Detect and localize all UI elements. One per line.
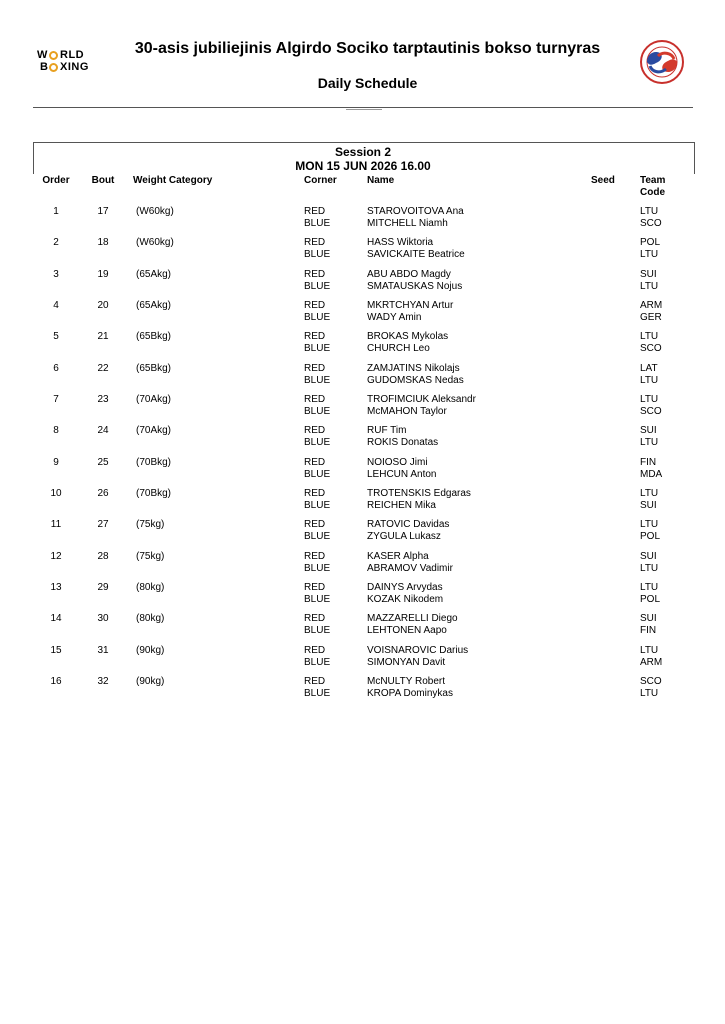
weight-category: (70Akg) — [136, 425, 172, 437]
bout-order: 13 — [50, 581, 62, 593]
header-divider — [33, 107, 693, 108]
team-code-red: SUI — [640, 613, 657, 625]
corner-red: RED — [304, 456, 326, 468]
bout-order: 8 — [53, 425, 59, 437]
boxer-name-blue: REICHEN Mika — [367, 499, 436, 511]
boxer-name-blue: McMAHON Taylor — [367, 405, 447, 417]
corner-blue: BLUE — [304, 218, 331, 229]
team-code-red: LTU — [640, 519, 659, 531]
bout-number: 28 — [97, 550, 109, 562]
bout-number: 31 — [97, 644, 109, 656]
corner-blue: BLUE — [304, 437, 331, 449]
page-subtitle: Daily Schedule — [317, 75, 418, 91]
team-code-red: ARM — [640, 299, 663, 311]
corner-blue: BLUE — [304, 280, 331, 292]
boxer-name-blue: MITCHELL Niamh — [367, 218, 448, 229]
team-code-blue: LTU — [640, 562, 659, 574]
bout-number: 32 — [97, 675, 109, 687]
team-code-red: LTU — [640, 393, 659, 405]
corner-blue: BLUE — [304, 656, 331, 668]
corner-red: RED — [304, 362, 326, 374]
bout-order: 2 — [53, 237, 59, 249]
world-boxing-logo: W RLD B XING — [37, 49, 89, 73]
column-header-team — [640, 175, 665, 199]
boxer-name-red: ZAMJATINS Nikolajs — [367, 362, 460, 374]
team-code-blue: SCO — [640, 405, 662, 417]
boxer-name-red: MKRTCHYAN Artur — [367, 299, 454, 311]
boxer-name-red: NOIOSO Jimi — [367, 456, 428, 468]
weight-category: (65Bkg) — [136, 331, 172, 343]
bout-order: 1 — [53, 206, 59, 217]
corner-blue: BLUE — [304, 249, 331, 261]
team-code-blue: FIN — [640, 625, 657, 637]
boxer-name-blue: WADY Amin — [367, 311, 422, 323]
page-title: 30-asis jubiliejinis Algirdo Sociko tarptautinis bokso turnyras — [134, 40, 601, 57]
boxer-name-red: HASS Wiktoria — [367, 237, 434, 249]
bout-number: 26 — [97, 487, 109, 499]
boxer-name-blue: SMATAUSKAS Nojus — [367, 280, 463, 292]
bout-order: 9 — [53, 456, 59, 468]
team-code-blue: SCO — [640, 218, 662, 229]
corner-blue: BLUE — [304, 687, 331, 699]
boxer-name-blue: SAVICKAITE Beatrice — [367, 249, 465, 261]
team-code-red: POL — [640, 237, 661, 249]
bout-number: 23 — [97, 393, 109, 405]
bout-order: 16 — [50, 675, 62, 687]
corner-blue: BLUE — [304, 593, 331, 605]
bout-order: 6 — [53, 362, 59, 374]
team-code-blue: LTU — [640, 687, 659, 699]
bout-number: 19 — [97, 268, 109, 280]
bout-number: 30 — [97, 613, 109, 625]
corner-blue: BLUE — [304, 374, 331, 386]
team-code-blue: GER — [640, 311, 662, 323]
boxer-name-red: ABU ABDO Magdy — [367, 268, 451, 280]
bout-number: 18 — [97, 237, 109, 249]
boxer-name-blue: KOZAK Nikodem — [367, 593, 444, 605]
weight-category: (80kg) — [136, 613, 165, 625]
corner-red: RED — [304, 206, 326, 217]
boxer-name-blue: GUDOMSKAS Nedas — [367, 374, 464, 386]
weight-category: (70Bkg) — [136, 487, 172, 499]
corner-blue: BLUE — [304, 562, 331, 574]
weight-category: (75kg) — [136, 519, 165, 531]
corner-red: RED — [304, 268, 326, 280]
corner-red: RED — [304, 613, 326, 625]
bout-order: 10 — [50, 487, 62, 499]
federation-logo — [638, 40, 686, 84]
team-code-red: LTU — [640, 644, 659, 656]
team-code-red: SCO — [640, 675, 662, 687]
weight-category: (65Akg) — [136, 268, 172, 280]
column-header-corner: Corner — [304, 175, 337, 186]
session-title: Session 2 — [334, 145, 392, 159]
boxer-name-blue: KROPA Dominykas — [367, 687, 453, 699]
bout-order: 15 — [50, 644, 62, 656]
column-header-seed: Seed — [591, 175, 615, 186]
corner-red: RED — [304, 519, 326, 531]
weight-category: (W60kg) — [136, 237, 174, 249]
header-divider-accent — [346, 109, 382, 110]
weight-category: (W60kg) — [136, 206, 174, 217]
team-code-red: LTU — [640, 206, 659, 217]
column-header-name: Name — [367, 175, 395, 186]
corner-blue: BLUE — [304, 531, 331, 543]
corner-red: RED — [304, 644, 326, 656]
boxer-name-red: KASER Alpha — [367, 550, 429, 562]
corner-red: RED — [304, 550, 326, 562]
bout-order: 3 — [53, 268, 59, 280]
team-code-red: SUI — [640, 550, 657, 562]
team-code-red: LTU — [640, 487, 659, 499]
bout-number: 20 — [97, 299, 109, 311]
bout-order: 7 — [53, 393, 59, 405]
boxer-name-red: TROTENSKIS Edgaras — [367, 487, 471, 499]
team-code-red: LTU — [640, 581, 659, 593]
boxer-name-blue: SIMONYAN Davit — [367, 656, 446, 668]
corner-red: RED — [304, 581, 326, 593]
corner-red: RED — [304, 237, 326, 249]
column-header-team-line1: Team — [640, 175, 666, 186]
team-code-red: SUI — [640, 268, 657, 280]
boxer-name-red: BROKAS Mykolas — [367, 331, 449, 343]
boxer-name-red: TROFIMCIUK Aleksandr — [367, 393, 476, 405]
weight-category: (75kg) — [136, 550, 165, 562]
session-date: MON 15 JUN 2026 16.00 — [295, 159, 431, 173]
corner-red: RED — [304, 425, 326, 437]
bout-number: 17 — [97, 206, 109, 217]
boxer-name-blue: CHURCH Leo — [367, 343, 430, 355]
corner-red: RED — [304, 393, 326, 405]
team-code-blue: ARM — [640, 656, 663, 668]
bout-number: 29 — [97, 581, 109, 593]
team-code-blue: LTU — [640, 280, 659, 292]
corner-red: RED — [304, 299, 326, 311]
corner-blue: BLUE — [304, 311, 331, 323]
bout-number: 22 — [97, 362, 109, 374]
bout-number: 21 — [97, 331, 109, 343]
boxer-name-red: VOISNAROVIC Darius — [367, 644, 469, 656]
team-code-red: SUI — [640, 425, 657, 437]
boxer-name-blue: ROKIS Donatas — [367, 437, 439, 449]
corner-blue: BLUE — [304, 499, 331, 511]
boxer-name-blue: LEHTONEN Aapo — [367, 625, 447, 637]
corner-blue: BLUE — [304, 625, 331, 637]
team-code-blue: LTU — [640, 374, 659, 386]
boxer-name-red: McNULTY Robert — [367, 675, 445, 687]
weight-category: (90kg) — [136, 675, 165, 687]
bout-order: 11 — [50, 519, 62, 531]
corner-red: RED — [304, 487, 326, 499]
team-code-blue: SUI — [640, 499, 657, 511]
weight-category: (70Bkg) — [136, 456, 172, 468]
boxer-name-red: MAZZARELLI Diego — [367, 613, 458, 625]
weight-category: (65Akg) — [136, 299, 172, 311]
team-code-red: LAT — [640, 362, 658, 374]
weight-category: (80kg) — [136, 581, 165, 593]
boxer-name-blue: LEHCUN Anton — [367, 468, 437, 480]
weight-category: (70Akg) — [136, 393, 172, 405]
corner-red: RED — [304, 331, 326, 343]
bout-number: 25 — [97, 456, 109, 468]
bout-number: 27 — [97, 519, 109, 531]
boxer-name-red: STAROVOITOVA Ana — [367, 206, 464, 217]
team-code-blue: LTU — [640, 249, 659, 261]
bout-order: 4 — [53, 299, 59, 311]
weight-category: (65Bkg) — [136, 362, 172, 374]
boxer-name-red: RATOVIC Davidas — [367, 519, 450, 531]
team-code-blue: LTU — [640, 437, 659, 449]
corner-blue: BLUE — [304, 343, 331, 355]
team-code-blue: POL — [640, 593, 661, 605]
bout-order: 14 — [50, 613, 62, 625]
corner-blue: BLUE — [304, 405, 331, 417]
column-header-weight: Weight Category — [133, 175, 213, 186]
team-code-blue: POL — [640, 531, 661, 543]
bout-order: 12 — [50, 550, 62, 562]
boxer-name-red: DAINYS Arvydas — [367, 581, 443, 593]
bout-number: 24 — [97, 425, 109, 437]
corner-red: RED — [304, 675, 326, 687]
column-header-order: Order — [42, 175, 70, 186]
team-code-red: FIN — [640, 456, 657, 468]
column-header-team-line2: Code — [640, 187, 665, 198]
weight-category: (90kg) — [136, 644, 165, 656]
column-header-bout: Bout — [91, 175, 115, 186]
boxer-name-blue: ZYGULA Lukasz — [367, 531, 441, 543]
team-code-red: LTU — [640, 331, 659, 343]
team-code-blue: SCO — [640, 343, 662, 355]
bout-order: 5 — [53, 331, 59, 343]
boxer-name-blue: ABRAMOV Vadimir — [367, 562, 453, 574]
team-code-blue: MDA — [640, 468, 663, 480]
boxer-name-red: RUF Tim — [367, 425, 407, 437]
corner-blue: BLUE — [304, 468, 331, 480]
